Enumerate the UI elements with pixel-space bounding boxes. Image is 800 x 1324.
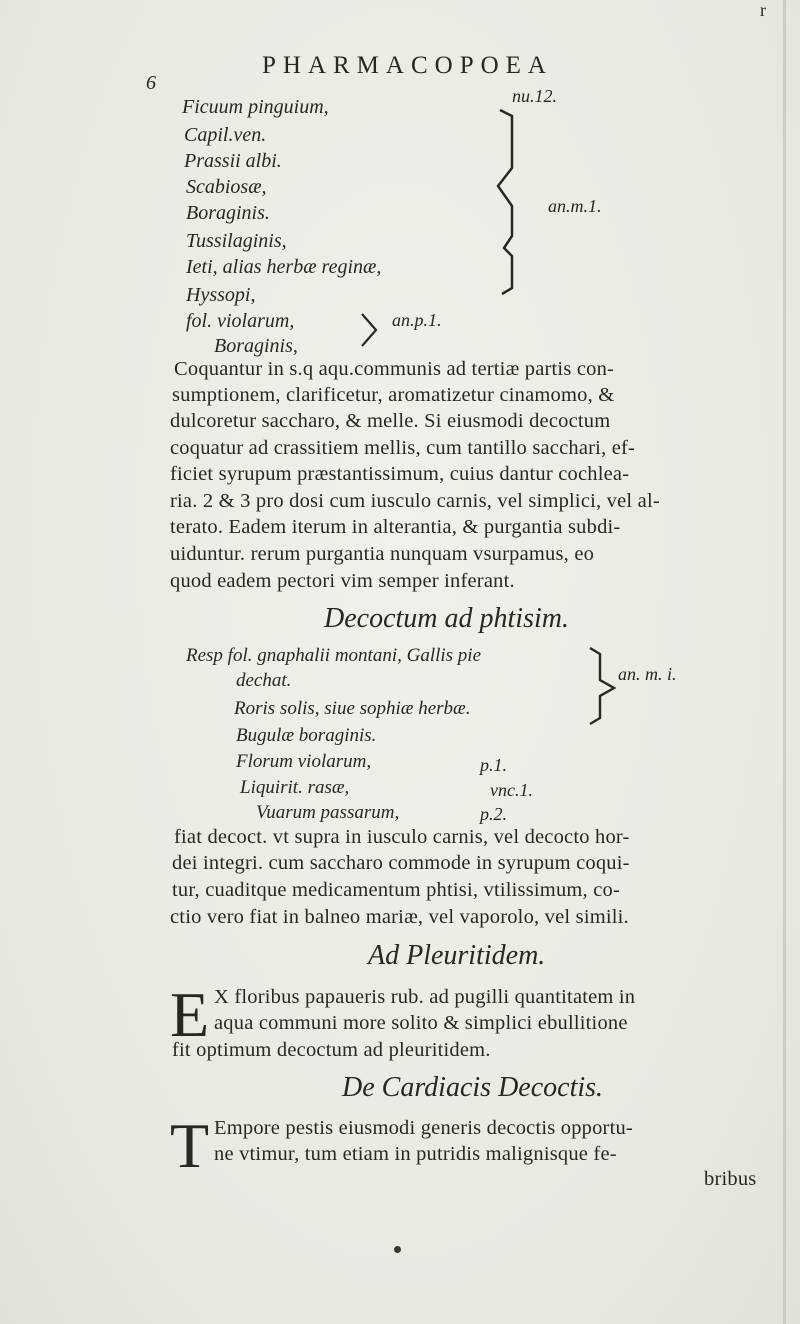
quantity-note: an.p.1.: [392, 310, 442, 330]
brace-mark: [584, 646, 620, 726]
text-line: dei integri. cum saccharo commode in syrupum coqui-: [172, 852, 630, 874]
text-line: fit optimum decoctum ad pleuritidem.: [172, 1039, 491, 1061]
ingredient-line: Prassii albi.: [184, 150, 282, 172]
text-line: sumptionem, clarificetur, aromatizetur cinamomo, &: [172, 384, 615, 406]
ingredient-line: Tussilaginis,: [186, 230, 287, 252]
quantity-note: an. m. i.: [618, 664, 677, 684]
quantity-note: p.2.: [480, 804, 507, 824]
ingredient-line: Boraginis,: [214, 335, 298, 357]
section-heading: Ad Pleuritidem.: [368, 940, 546, 971]
text-line: coquatur ad crassitiem mellis, cum tantillo sacchari, ef-: [170, 437, 636, 459]
text-line: dulcoretur saccharo, & melle. Si eiusmodi decoctum: [170, 410, 611, 432]
ingredient-line: dechat.: [236, 670, 292, 691]
drop-cap: E: [170, 979, 210, 1050]
text-line: fiat decoct. vt supra in iusculo carnis, vel decocto hor-: [174, 826, 630, 848]
quantity-note: an.m.1.: [548, 196, 602, 216]
section-heading: Decoctum ad phtisim.: [324, 603, 569, 634]
section-heading: De Cardiacis Decoctis.: [342, 1072, 604, 1103]
ingredient-line: Boraginis.: [186, 202, 270, 224]
text-line: ria. 2 & 3 pro dosi cum iusculo carnis, vel simplici, vel al-: [170, 490, 660, 512]
ingredient-line: Bugulæ boraginis.: [236, 725, 377, 746]
text-line: ctio vero fiat in balneo mariæ, vel vaporolo, vel simili.: [170, 906, 629, 928]
catchword: bribus: [704, 1168, 757, 1190]
ingredient-line: Ficuum pinguium,: [182, 96, 329, 118]
page-edge-shadow: [783, 0, 786, 1324]
text-line: X floribus papaueris rub. ad pugilli quantitatem in: [214, 986, 636, 1008]
drop-cap: T: [170, 1110, 210, 1181]
ingredient-line: Capil.ven.: [184, 124, 267, 146]
brace-mark: [358, 312, 388, 348]
text-line: quod eadem pectori vim semper inferant.: [170, 570, 515, 592]
text-line: Coquantur in s.q aqu.communis ad tertiæ partis con-: [174, 358, 615, 380]
text-line: uiduntur. rerum purgantia nunquam vsurpamus, eo: [170, 543, 595, 565]
page-mark: 6: [146, 72, 156, 94]
text-line: tur, cuaditque medicamentum phtisi, vtilissimum, co-: [172, 879, 620, 901]
ingredient-line: Hyssopi,: [186, 284, 256, 306]
text-line: ficiet syrupum præstantissimum, cuius dantur cochlea-: [170, 463, 630, 485]
ingredient-line: Roris solis, siue sophiæ herbæ.: [234, 698, 471, 719]
text-line: Empore pestis eiusmodi generis decoctis opportu-: [214, 1117, 633, 1139]
text-line: ne vtimur, tum etiam in putridis malignisque fe-: [214, 1143, 617, 1165]
brace-mark: [490, 106, 540, 296]
ingredient-line: fol. violarum,: [186, 310, 295, 332]
ink-dot: [394, 1246, 401, 1253]
running-head: PHARMACOPOEA: [262, 52, 553, 79]
text-line: aqua communi more solito & simplici ebullitione: [214, 1012, 628, 1034]
ingredient-line: Liquirit. rasæ,: [240, 777, 350, 798]
ingredient-line: Resp fol. gnaphalii montani, Gallis pie: [186, 645, 482, 666]
ingredient-line: Florum violarum,: [236, 751, 372, 772]
text-line: terato. Eadem iterum in alterantia, & purgantia subdi-: [170, 516, 621, 538]
ingredient-line: Scabiosæ,: [186, 176, 267, 198]
ingredient-line: Ieti, alias herbæ reginæ,: [186, 256, 382, 278]
quantity-note: p.1.: [480, 755, 507, 775]
corner-mark: r: [760, 0, 766, 20]
quantity-note: nu.12.: [512, 86, 557, 106]
quantity-note: vnc.1.: [490, 780, 533, 800]
ingredient-line: Vuarum passarum,: [256, 802, 400, 823]
